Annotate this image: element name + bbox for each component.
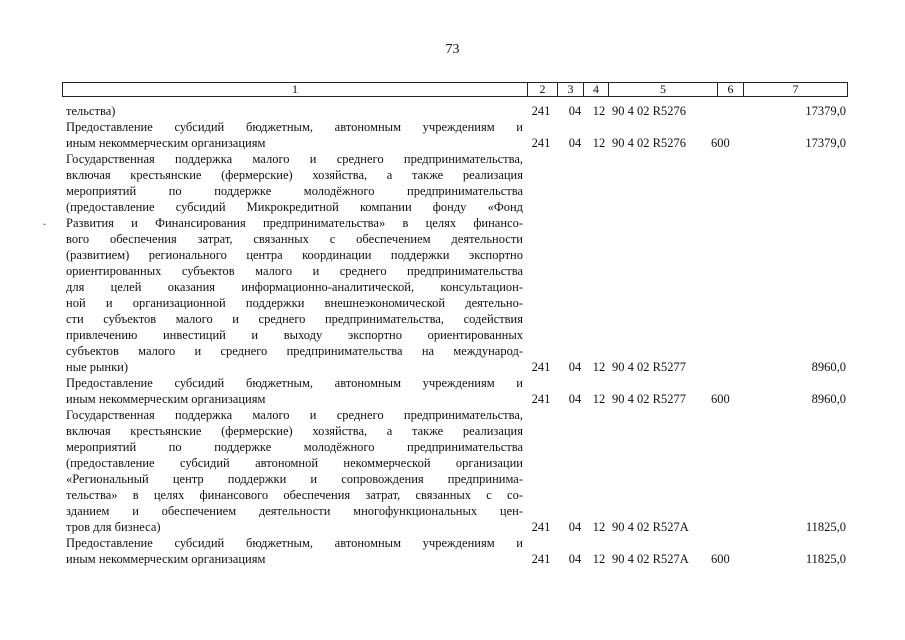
table-header [62, 82, 848, 97]
header-col-3: 3 [558, 83, 584, 96]
row-cell-c7: 11825,0 [805, 552, 846, 566]
row-cell-c3: 04 [568, 104, 582, 118]
row-cell-c6: 600 [711, 552, 730, 566]
row-text-line: Предоставление субсидий бюджетным, автономным учреждениям и [66, 376, 523, 390]
header-col-5: 5 [609, 83, 718, 96]
row-text-line: ной и организационной поддержки внешнеэкономической деятельно- [66, 296, 523, 310]
row-text-line: Государственная поддержка малого и среднего предпринимательства, [66, 152, 523, 166]
row-cell-c6: 600 [711, 392, 730, 406]
row-cell-c4: 12 [592, 104, 606, 118]
row-text-line: для целей оказания информационно-аналитической, консультацион- [66, 280, 523, 294]
row-cell-c3: 04 [568, 360, 582, 374]
row-text-line: сти субъектов малого и среднего предпринимательства, содействия [66, 312, 523, 326]
row-text-line: тельства» в целях финансового обеспечения затрат, связанных с со- [66, 488, 523, 502]
page-number: 73 [445, 42, 460, 57]
row-cell-c5: 90 4 02 R5276 [612, 104, 686, 118]
row-cell-c2: 241 [531, 104, 551, 118]
row-text-line: субъектов малого и среднего предпринимательства на международ- [66, 344, 523, 358]
row-cell-c5: 90 4 02 R5277 [612, 392, 686, 406]
row-cell-c6: 600 [711, 136, 730, 150]
row-cell-c2: 241 [531, 136, 551, 150]
row-cell-c5: 90 4 02 R5276 [612, 136, 686, 150]
row-cell-c3: 04 [568, 552, 582, 566]
row-text-line: тельства) [66, 104, 116, 118]
row-cell-c4: 12 [592, 520, 606, 534]
header-col-7: 7 [792, 82, 799, 96]
row-cell-c4: 12 [592, 360, 606, 374]
row-cell-c4: 12 [592, 392, 606, 406]
row-cell-c4: 12 [592, 136, 606, 150]
header-col-6: 6 [718, 83, 744, 96]
row-cell-c5: 90 4 02 R5277 [612, 360, 686, 374]
row-cell-c7: 17379,0 [805, 136, 846, 150]
header-col-4: 4 [584, 83, 609, 96]
header-col-2: 2 [528, 83, 558, 96]
row-cell-c7: 11825,0 [805, 520, 846, 534]
row-text-line: тров для бизнеса) [66, 520, 161, 534]
row-cell-c7: 17379,0 [805, 104, 846, 118]
header-col-1: 1 [63, 83, 528, 96]
row-cell-c2: 241 [531, 392, 551, 406]
row-text-line: (предоставление субсидий Микрокредитной компании фонду «Фонд [66, 200, 523, 214]
row-text-line: включая крестьянские (фермерские) хозяйства, а также реализация [66, 424, 523, 438]
row-text-line: Развития и Финансирования предпринимательства» в целях финансо- [66, 216, 523, 230]
row-cell-c2: 241 [531, 552, 551, 566]
row-cell-c7: 8960,0 [811, 360, 846, 374]
row-cell-c3: 04 [568, 392, 582, 406]
row-text-line: Предоставление субсидий бюджетным, автономным учреждениям и [66, 120, 523, 134]
row-text-line: Государственная поддержка малого и среднего предпринимательства, [66, 408, 523, 422]
row-cell-c4: 12 [592, 552, 606, 566]
row-cell-c5: 90 4 02 R527A [612, 520, 689, 534]
row-text-line: (предоставление субсидий автономной некоммерческой организации [66, 456, 523, 470]
row-cell-c5: 90 4 02 R527A [612, 552, 689, 566]
row-cell-c2: 241 [531, 520, 551, 534]
row-text-line: зданием и обеспечением деятельности многофункциональных цен- [66, 504, 523, 518]
margin-mark: ˇ [43, 222, 46, 232]
row-text-line: включая крестьянские (фермерские) хозяйства, а также реализация [66, 168, 523, 182]
row-text-line: ориентированных субъектов малого и среднего предпринимательства [66, 264, 523, 278]
row-text-line: иным некоммерческим организациям [66, 136, 266, 150]
row-text-line: вого обеспечения затрат, связанных с обеспечением деятельности [66, 232, 523, 246]
row-cell-c7: 8960,0 [811, 392, 846, 406]
row-cell-c3: 04 [568, 136, 582, 150]
row-text-line: «Региональный центр поддержки и сопровождения предпринима- [66, 472, 523, 486]
row-cell-c2: 241 [531, 360, 551, 374]
row-text-line: привлечению инвестиций и выходу экспортно ориентированных [66, 328, 523, 342]
row-text-line: Предоставление субсидий бюджетным, автономным учреждениям и [66, 536, 523, 550]
row-text-line: иным некоммерческим организациям [66, 552, 266, 566]
row-text-line: мероприятий по поддержке молодёжного предпринимательства [66, 184, 523, 198]
row-text-line: мероприятий по поддержке молодёжного предпринимательства [66, 440, 523, 454]
row-text-line: ные рынки) [66, 360, 129, 374]
row-text-line: иным некоммерческим организациям [66, 392, 266, 406]
row-text-line: (развитием) регионального центра координации поддержки экспортно [66, 248, 523, 262]
row-cell-c3: 04 [568, 520, 582, 534]
